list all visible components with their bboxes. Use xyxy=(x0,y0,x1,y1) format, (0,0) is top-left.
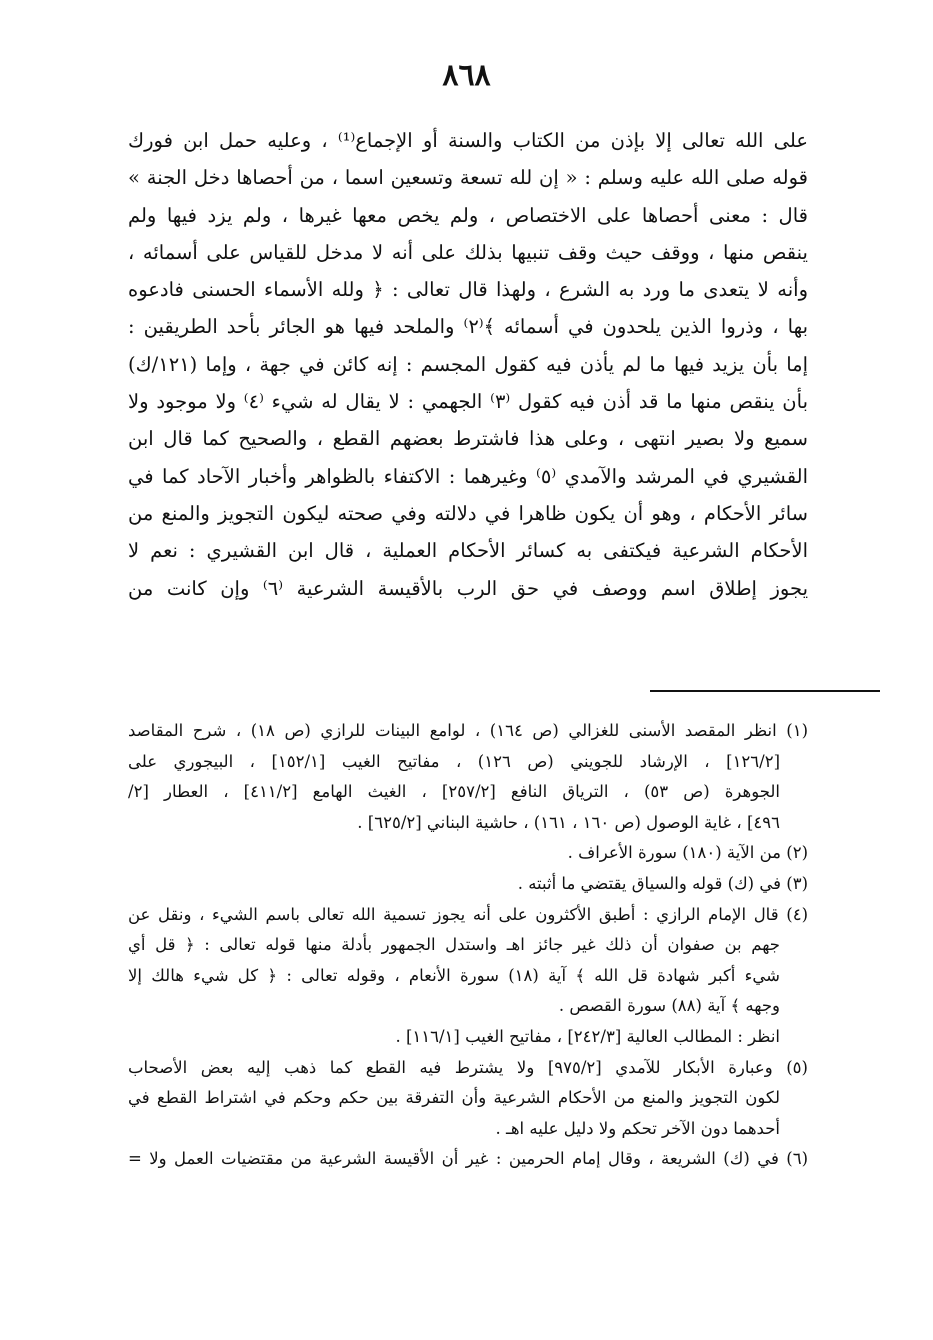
footnote-line: وجهه ﴾ آية (٨٨) سورة القصص . xyxy=(558,996,780,1016)
body-line: القشيري في المرشد والآمدي ⁽٥⁾ وغيرهما : الاكتفاء بالظواهر وأخبار الآحاد كما في xyxy=(128,464,808,488)
footnote-line: جهم بن صفوان أن ذلك غير جائز اهـ واستدل الجمهور بأدلة منها قوله تعالى : ﴿ قل أي xyxy=(128,935,780,955)
footnote-line: (١) انظر المقصد الأسنى للغزالي (ص ١٦٤) ، لوامع البينات للرازي (ص ١٨) ، شرح المقاصد xyxy=(128,721,808,740)
body-line: بأن ينقص منها ما قد أذن فيه كقول ⁽٣⁾ الجهمي : لا يقال له شيء ⁽٤⁾ ولا موجود ولا xyxy=(128,390,808,414)
footnote-line: انظر : المطالب العالية [٢٤٢/٣] ، مفاتيح الغيب [١١٦/١] . xyxy=(395,1026,780,1046)
footnote-line: (٢) من الآية (١٨٠) سورة الأعراف . xyxy=(567,843,808,863)
footnote-line: (٥) وعبارة الأبكار للآمدي [٩٧٥/٢] ولا يشترط فيه القطع كما ذهب إليه بعض الأصحاب xyxy=(128,1057,808,1077)
footnote-line: (٦) في (ك) الشريعة ، وقال إمام الحرمين : غير أن الأقيسة الشرعية من مقتضيات العمل ولا = xyxy=(128,1149,808,1169)
body-line: قوله صلى الله عليه وسلم : « إن لله تسعة وتسعين اسما ، من أحصاها دخل الجنة » xyxy=(128,166,808,190)
footnote-line: ٤٩٦] ، غاية الوصول (ص ١٦٠ ، ١٦١) ، حاشية البناني [٦٢٥/٢] . xyxy=(357,812,780,832)
body-line: وأنه لا يتعدى ما ورد به الشرع ، ولهذا قال تعالى : ﴿ ولله الأسماء الحسنى فادعوه xyxy=(128,278,808,302)
footnote-separator xyxy=(650,690,880,692)
footnote-line: [١٢٦/٢] ، الإرشاد للجويني (ص ١٢٦) ، مفاتيح الغيب [١٥٢/١] ، البيجوري على xyxy=(128,751,781,771)
page-number: ٨٦٨ xyxy=(442,58,491,93)
body-line: سائر الأحكام ، وهو أن يكون ظاهرا في دلالته وفي صحته ليكون التجويز والمنع من xyxy=(128,501,808,525)
body-line: قال : معنى أحصاها على الاختصاص ، ولم يخص معها غيرها ، ولم يزد فيها ولم xyxy=(128,203,808,227)
footnotes xyxy=(128,716,808,1175)
footnote-line: (٤) قال الإمام الرازي : أطبق الأكثرون على أنه يجوز تسمية الله تعالى باسم الشيء ، ونقل عن xyxy=(128,904,808,924)
body-line: إما بأن يزيد فيها ما لم يأذن فيه كقول المجسم : إنه كائن في جهة ، وإما (١٢١/ك) xyxy=(128,352,808,376)
body-line: سميع ولا بصير انتهى ، وعلى هذا فاشترط بعضهم القطع ، والصحيح كما قال ابن xyxy=(128,427,808,451)
footnote-line: لكون التجويز والمنع من الأحكام الشرعية وأن التفرقة بين حكم وحكم في اشتراط القطع في xyxy=(128,1088,780,1108)
body-line: ينقص منها ، ووقف حيث وقف تنبيها بذلك على أنه لا مدخل للقياس على أسمائه ، xyxy=(128,240,808,264)
footnote-line: شيء أكبر شهادة قل الله ﴾ آية (١٨) سورة الأنعام ، وقوله تعالى : ﴿ كل شيء هالك إلا xyxy=(128,965,780,985)
body-line: الأحكام الشرعية فيكتفى به كسائر الأحكام العملية ، قال ابن القشيري : نعم لا xyxy=(128,539,808,563)
footnote-line: أحدهما دون الآخر تحكم ولا دليل عليه اهـ . xyxy=(495,1118,780,1138)
body-line: بها ، وذروا الذين يلحدون في أسمائه ﴾⁽٢⁾ والملحد فيها هو الجائر بأحد الطريقين : xyxy=(128,315,808,339)
body-line: يجوز إطلاق اسم ووصف في حق الرب بالأقيسة الشرعية ⁽٦⁾ وإن كانت من xyxy=(128,576,808,600)
body-line: على الله تعالى إلا بإذن من الكتاب والسنة أو الإجماع⁽¹⁾ ، وعليه حمل ابن فورك xyxy=(128,129,808,152)
footnote-line: (٣) في (ك) قوله والسياق يقتضي ما أثبته . xyxy=(517,873,808,893)
main-text xyxy=(128,122,808,607)
footnote-line: الجوهرة (ص ٥٣) ، الترياق النافع [٢٥٧/٢] ، الغيث الهامع [٤١١/٢] ، العطار [٢/ xyxy=(128,782,780,802)
